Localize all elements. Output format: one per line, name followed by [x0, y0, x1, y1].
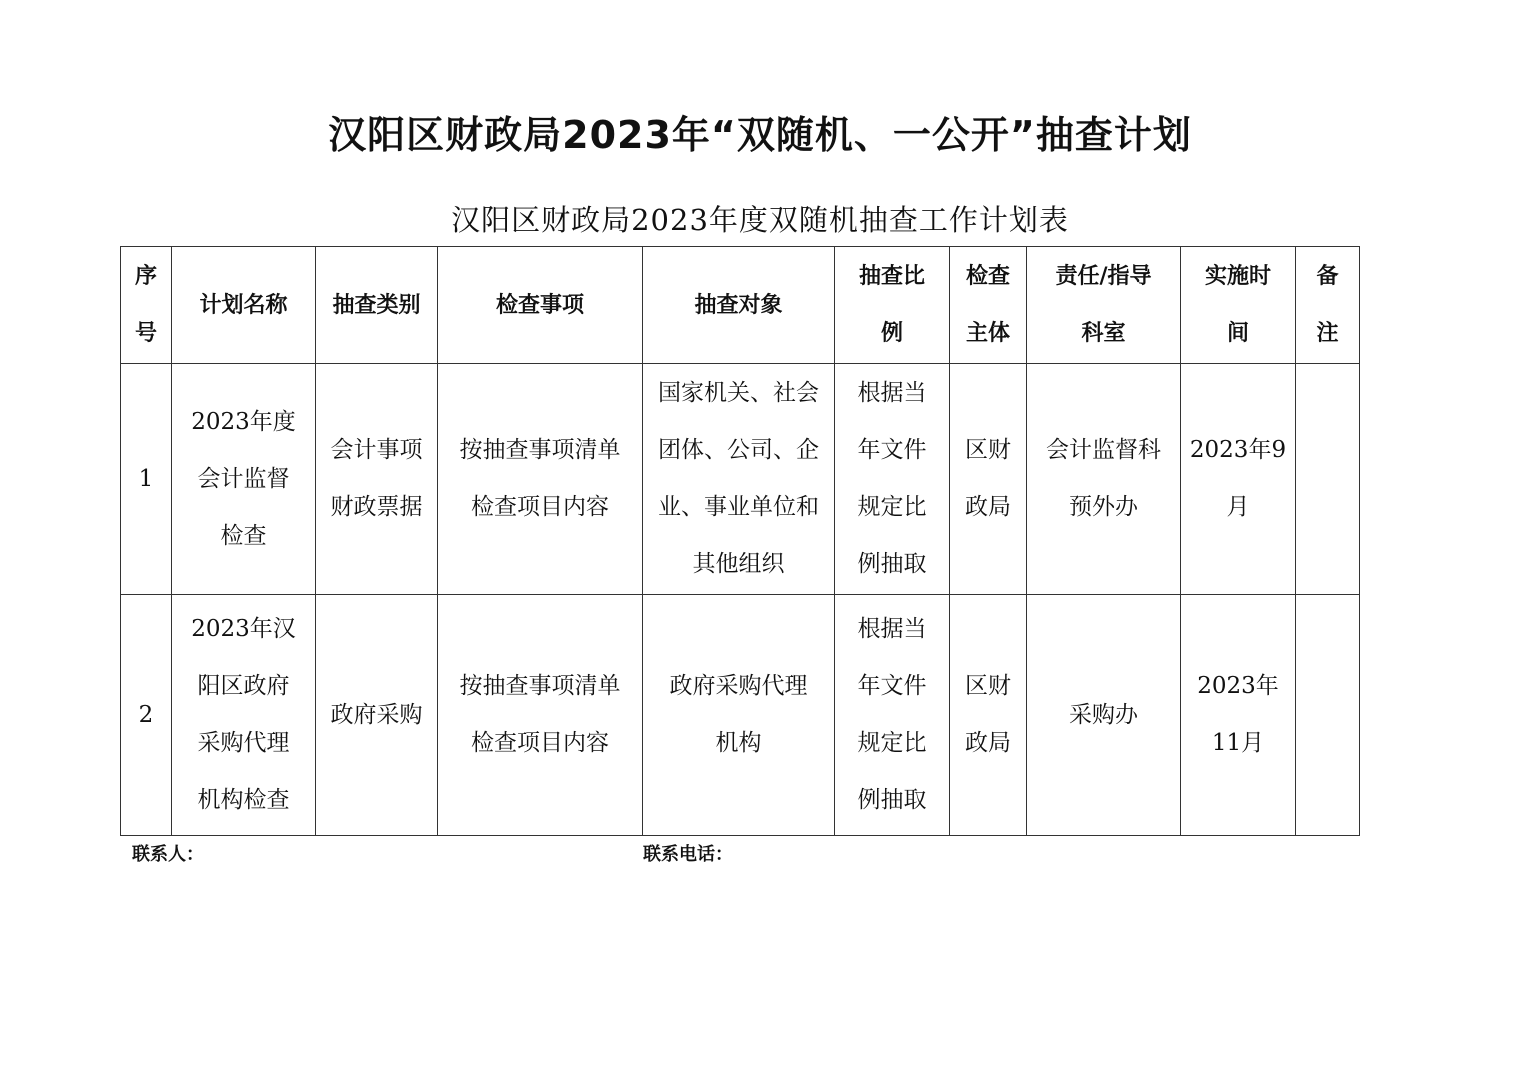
cell-inspection-items: 按抽查事项清单 检查项目内容: [438, 364, 643, 595]
cell-responsible-department: 会计监督科 预外办: [1027, 364, 1181, 595]
cell-remarks: [1296, 595, 1360, 836]
header-inspection-items: 检查事项: [438, 247, 643, 364]
header-serial-number: 序 号: [121, 247, 172, 364]
contact-phone-label: 联系电话：: [643, 844, 733, 865]
cell-serial-number: 2: [121, 595, 172, 836]
header-responsible-department: 责任/指导 科室: [1027, 247, 1181, 364]
header-plan-name: 计划名称: [172, 247, 316, 364]
contact-person-label: 联系人：: [132, 844, 204, 865]
header-inspection-targets: 抽查对象: [643, 247, 835, 364]
table-header-row: [121, 247, 1360, 364]
cell-inspection-subject: 区财 政局: [950, 364, 1027, 595]
inspection-plan-table: [120, 246, 1360, 836]
cell-remarks: [1296, 364, 1360, 595]
cell-plan-name: 2023年度 会计监督 检查: [172, 364, 316, 595]
header-inspection-category: 抽查类别: [316, 247, 438, 364]
table-row: [121, 364, 1360, 595]
header-implementation-time: 实施时 间: [1181, 247, 1296, 364]
cell-inspection-category: 政府采购: [316, 595, 438, 836]
cell-inspection-targets: 国家机关、社会 团体、公司、企 业、事业单位和 其他组织: [643, 364, 835, 595]
cell-inspection-items: 按抽查事项清单 检查项目内容: [438, 595, 643, 836]
cell-responsible-department: 采购办: [1027, 595, 1181, 836]
cell-inspection-targets: 政府采购代理 机构: [643, 595, 835, 836]
cell-sampling-ratio: 根据当 年文件 规定比 例抽取: [835, 595, 950, 836]
header-inspection-subject: 检查 主体: [950, 247, 1027, 364]
header-remarks: 备 注: [1296, 247, 1360, 364]
cell-sampling-ratio: 根据当 年文件 规定比 例抽取: [835, 364, 950, 595]
cell-serial-number: 1: [121, 364, 172, 595]
table-caption: 汉阳区财政局2023年度双随机抽查工作计划表: [451, 203, 1069, 237]
cell-implementation-time: 2023年 11月: [1181, 595, 1296, 836]
document-title: 汉阳区财政局2023年“双随机、一公开”抽查计划: [328, 113, 1192, 157]
cell-implementation-time: 2023年9 月: [1181, 364, 1296, 595]
header-sampling-ratio: 抽查比 例: [835, 247, 950, 364]
cell-inspection-subject: 区财 政局: [950, 595, 1027, 836]
cell-plan-name: 2023年汉 阳区政府 采购代理 机构检查: [172, 595, 316, 836]
cell-inspection-category: 会计事项 财政票据: [316, 364, 438, 595]
table-row: [121, 595, 1360, 836]
